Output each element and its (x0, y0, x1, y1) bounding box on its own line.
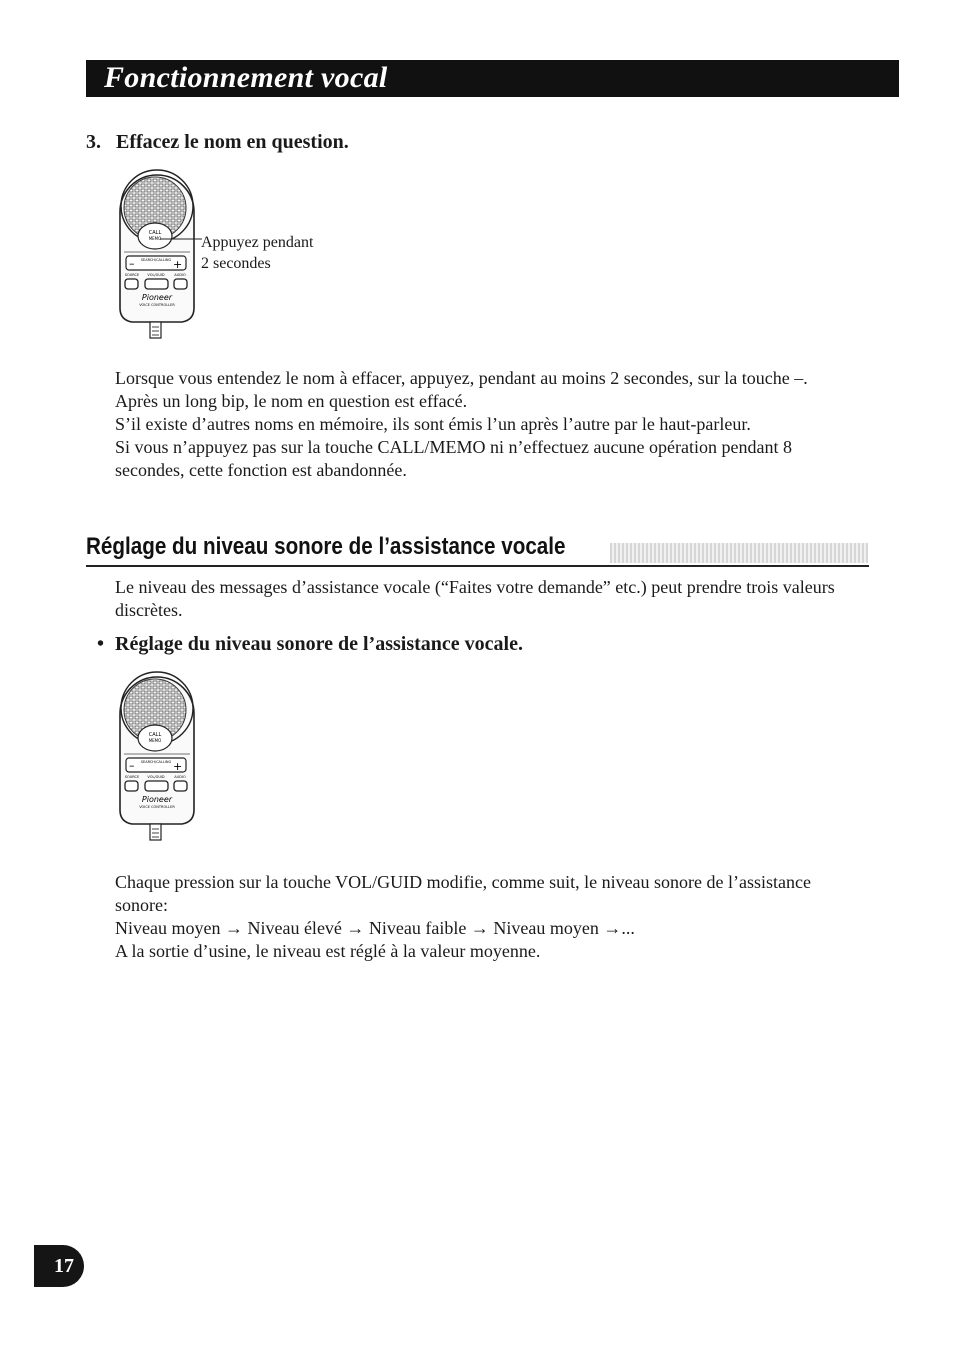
callout-line: 2 secondes (201, 255, 271, 272)
callout-leader-line (160, 236, 202, 242)
paragraph: Niveau moyen → Niveau élevé → Niveau faible → Niveau moyen →... (115, 918, 635, 938)
audio-label: AUDIO (174, 775, 186, 779)
brand-logo: Pioneer (141, 795, 173, 804)
call-label: CALL (148, 230, 162, 236)
volguid-label: VOL/GUID (147, 775, 165, 779)
brand-logo: Pioneer (141, 293, 173, 302)
device-subtitle: VOICE CONTROLLER (139, 805, 175, 809)
device-subtitle: VOICE CONTROLLER (139, 303, 175, 307)
bullet-symbol: • (97, 633, 105, 655)
paragraph: S’il existe d’autres noms en mémoire, ils sont émis l’un après l’autre par le haut-parleur. (115, 414, 751, 434)
minus-key-label: – (129, 257, 135, 270)
section-intro (115, 576, 850, 622)
source-label: SOURCE (124, 273, 140, 277)
memo-label: MEMO (148, 738, 162, 743)
plus-key-label: + (173, 258, 183, 271)
step-title: Effacez le nom en question. (116, 131, 349, 153)
rocker-label: SEARCH/CALLING (140, 760, 172, 764)
volguid-label: VOL/GUID (147, 273, 165, 277)
remote-control-illustration (110, 670, 210, 848)
step-heading (86, 131, 349, 154)
callout-line: Appuyez pendant (201, 234, 314, 251)
paragraph: Le niveau des messages d’assistance vocale (“Faites votre demande” etc.) peut prendre trois valeurs discrètes. (115, 577, 835, 620)
section-heading-pattern (610, 543, 868, 563)
step-number: 3. (86, 131, 101, 153)
callout-text (201, 232, 313, 274)
call-label: CALL (148, 732, 162, 738)
minus-key-label: – (129, 759, 135, 772)
memo-label: MEMO (148, 236, 162, 241)
step3-body (115, 367, 850, 482)
rocker-label: SEARCH/CALLING (140, 258, 172, 262)
page-title: Fonctionnement vocal (104, 61, 388, 94)
bullet-heading-text: Réglage du niveau sonore de l’assistance vocale. (115, 633, 523, 655)
section-heading: Réglage du niveau sonore de l’assistance vocale (86, 533, 566, 560)
remote-control-illustration (110, 168, 210, 346)
paragraph: Lorsque vous entendez le nom à effacer, appuyez, pendant au moins 2 secondes, sur la touche –. (115, 368, 808, 388)
paragraph: Si vous n’appuyez pas sur la touche CALL/MEMO ni n’effectuez aucune opération pendant 8 secondes, cette fonction est abandonnée. (115, 437, 792, 480)
section-body (115, 871, 850, 963)
plus-key-label: + (173, 760, 183, 773)
paragraph: A la sortie d’usine, le niveau est réglé à la valeur moyenne. (115, 941, 541, 961)
header-bar (86, 60, 899, 97)
page-number: 17 (54, 1255, 74, 1277)
paragraph: Après un long bip, le nom en question est effacé. (115, 391, 468, 411)
audio-label: AUDIO (174, 273, 186, 277)
bullet-heading (97, 633, 523, 656)
paragraph: Chaque pression sur la touche VOL/GUID modifie, comme suit, le niveau sonore de l’assistance sonore: (115, 872, 811, 915)
source-label: SOURCE (124, 775, 140, 779)
section-divider (86, 565, 869, 567)
